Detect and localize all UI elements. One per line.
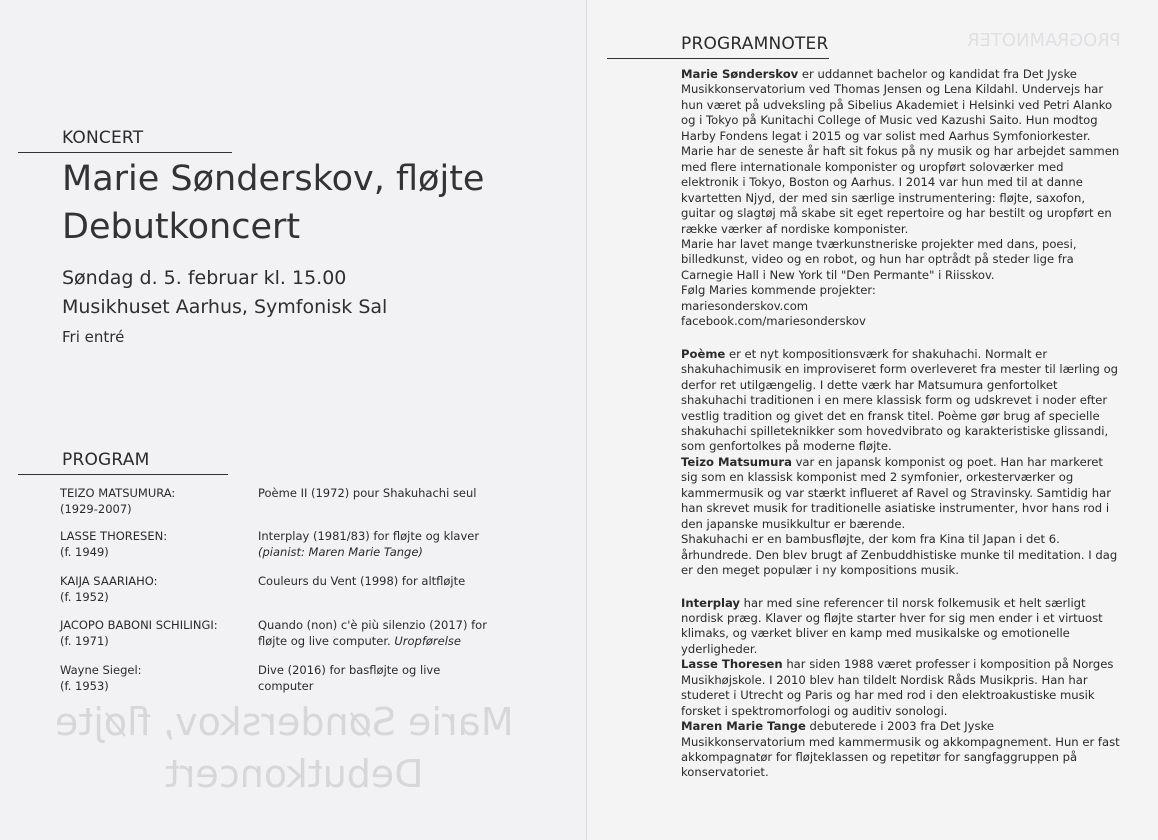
- teizo-name: Teizo Matsumura: [681, 454, 792, 469]
- show-through-ghost-subtitle: Debutkoncert: [165, 752, 424, 796]
- lasse-paragraph: Lasse Thoresen har siden 1988 været professer i komposition på Norges Musikhøjskole. I 2010 blev han tildelt Nordisk Råds Musikpris. Han har studeret i Utrecht og Paris og har med rod i den elektroakustiske musik forsket i spektromorfologi og auditiv sonologi.: [681, 657, 1114, 718]
- work-title: Quando (non) c'è più silenzio (2017) for fløjte og live computer.: [258, 618, 487, 648]
- programnoter-rule: [607, 58, 829, 59]
- program-label: PROGRAM: [62, 450, 150, 470]
- composer: [60, 528, 250, 560]
- show-through-ghost-title: Marie Sønderskov, fløjte: [55, 700, 514, 744]
- composer-years: (1929-2007): [60, 502, 132, 516]
- work-title: Interplay (1981/83) for fløjte og klaver: [258, 529, 480, 543]
- poeme-paragraph: Poème er et nyt kompositionsværk for shakuhachi. Normalt er shakuhachimusik en improviseret form overleveret fra mester til lærling og derfor ret utilgængelig. I dette værk har Matsumura genfortolket shakuhachi traditionen i en mere klassisk form og udskrevet i noder efter vestlig tradition og givet det en fransk titel. Poème gør brug af specielle shakuhachi spilleteknikker som hovedvibrato og karakteristiske glissandi, som genfortolkes på moderne fløjte.: [681, 346, 1119, 454]
- lasse-name: Lasse Thoresen: [681, 657, 783, 672]
- composer: [60, 617, 250, 649]
- koncert-rule: [18, 152, 232, 153]
- show-through-ghost-heading: PROGRAMNOTER: [967, 30, 1121, 51]
- composer-years: (f. 1971): [60, 634, 109, 648]
- shakuhachi-paragraph: Shakuhachi er en bambusfløjte, der kom fra Kina til Japan i det 6. århundrede. Den blev brugt af Zenbuddhistiske munke til meditation. I dag er den meget populær i ny kompositions musik.: [681, 532, 1118, 578]
- work: Couleurs du Vent (1998) for altfløjte: [258, 574, 466, 588]
- right-page: [586, 0, 1158, 840]
- bio-name: Marie Sønderskov: [681, 67, 799, 81]
- work: Poème II (1972) pour Shakuhachi seul: [258, 486, 477, 500]
- composer-name: Wayne Siegel:: [60, 663, 142, 677]
- program-rule: [18, 474, 228, 475]
- concert-date: Søndag d. 5. februar kl. 15.00: [62, 267, 347, 289]
- maren-paragraph: Maren Marie Tange debuterede i 2003 fra Det Jyske Musikkonservatorium med kammermusik og akkompagnement. Hun er fast akkompagnatør for fløjteklassen og repetitør for sangfaggruppen på konservatoriet.: [681, 719, 1120, 780]
- teizo-paragraph: Teizo Matsumura var en japansk komponist og poet. Han har markeret sig som en klassisk komponist med 2 symfonier, orkesterværker og kammermusik og var stærkt influeret af Ravel og Stravinsky. Samtidig har han skrevet musik for traditionelle asiatiske instrumenter, hvor hans rod i den japanske musikkultur er bærende.: [681, 454, 1111, 531]
- facebook-link: facebook.com/mariesonderskov: [681, 314, 866, 329]
- maren-name: Maren Marie Tange: [681, 719, 806, 734]
- website-link: mariesonderskov.com: [681, 298, 809, 313]
- programnoter-heading: PROGRAMNOTER: [681, 34, 829, 54]
- bio-paragraph: Marie Sønderskov er uddannet bachelor og kandidat fra Det Jyske Musikkonservatorium ved Thomas Jensen og Lena Kildahl. Undervejs har hun været på udveksling på Sibelius Akademiet i Helsinki ved Petri Alanko og i Tokyo på Kunitachi College of Music ved Kazushi Saito. Hun modtog Harby Fondens legat i 2015 og var solist med Aarhus Symfoniorkester.: [681, 67, 1113, 143]
- concert-subtitle: Debutkoncert: [62, 207, 301, 247]
- work: [258, 617, 498, 649]
- composer-years: (f. 1953): [60, 679, 109, 693]
- work: [258, 528, 498, 560]
- admission: Fri entré: [62, 328, 125, 346]
- composer: [60, 573, 250, 605]
- concert-title: Marie Sønderskov, fløjte: [62, 159, 485, 199]
- interplay-name: Interplay: [681, 595, 740, 610]
- composer-years: (f. 1952): [60, 590, 109, 604]
- composer-name: JACOPO BABONI SCHILINGI:: [60, 618, 218, 632]
- koncert-label: KONCERT: [62, 128, 144, 148]
- work-detail: (pianist: Maren Marie Tange): [258, 545, 423, 559]
- composer-name: TEIZO MATSUMURA:: [60, 486, 176, 500]
- interplay-paragraph: Interplay har med sine referencer til norsk folkemusik et helt særligt nordisk præg. Klaver og fløjte starter hver for sig men ender i et virtuost klimaks, og værket bliver en kamp med musikalske og emotionelle yderligheder.: [681, 595, 1103, 656]
- composer-years: (f. 1949): [60, 545, 109, 559]
- composer-name: LASSE THORESEN:: [60, 529, 168, 543]
- poeme-name: Poème: [681, 346, 726, 361]
- program-notes: [681, 67, 1121, 781]
- work: Dive (2016) for basfløjte og live computer: [258, 663, 441, 693]
- bio-paragraph: Marie har de seneste år haft sit fokus på ny musik og har arbejdet sammen med flere internationale komponister og uropført soloværker med elektronik i Tokyo, Boston og Aarhus. I 2014 var hun med til at danne kvartetten Njyd, der med sin særlige instrumentering: fløjte, saxofon, guitar og slagtøj må skabe sit eget repertoire og har bestilt og uropført en række værker af nordiske komponister.: [681, 144, 1120, 236]
- work-detail: Uropførelse: [394, 634, 461, 648]
- composer-name: KAIJA SAARIAHO:: [60, 574, 158, 588]
- composer: [60, 485, 250, 517]
- concert-venue: Musikhuset Aarhus, Symfonisk Sal: [62, 296, 388, 318]
- composer: [60, 662, 250, 694]
- bio-paragraph: Marie har lavet mange tværkunstneriske projekter med dans, poesi, billedkunst, video og en robot, og hun har optrådt på steder lige fra Carnegie Hall i New York til "Den Permante" i Riisskov.: [681, 236, 1077, 282]
- follow-text: Følg Maries kommende projekter:: [681, 283, 876, 298]
